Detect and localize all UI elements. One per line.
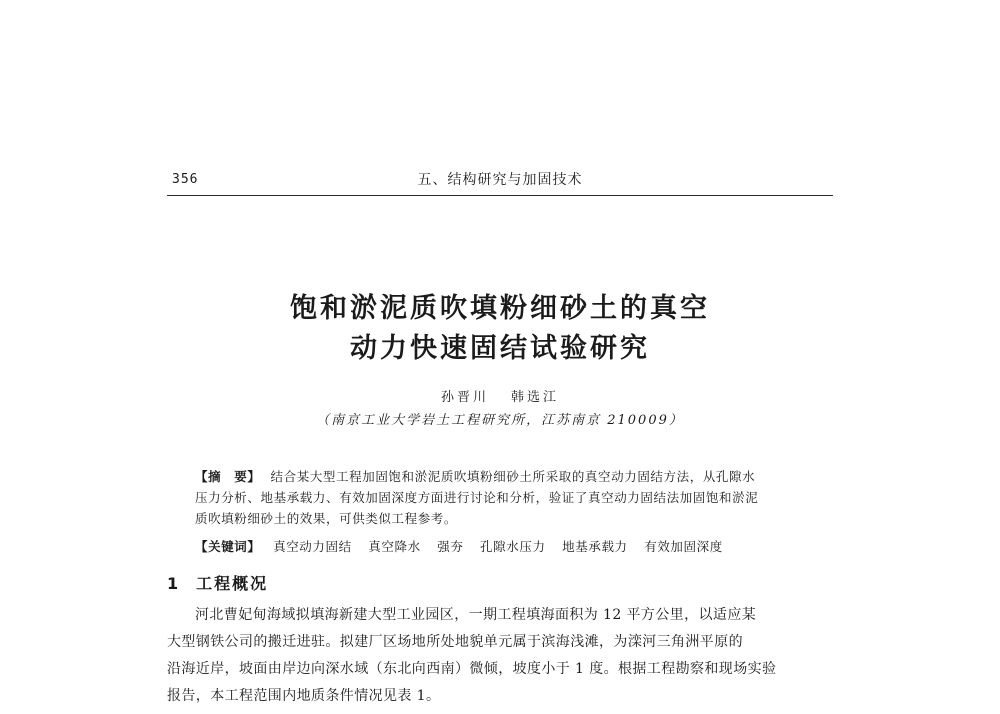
section-heading bbox=[167, 571, 268, 594]
section-body bbox=[167, 602, 833, 710]
author: 韩选江 bbox=[511, 390, 560, 405]
keyword: 有效加固深度 bbox=[644, 539, 723, 554]
body-line: 河北曹妃甸海域拟填海新建大型工业园区，一期工程填海面积为 12 平方公里，以适应某 bbox=[195, 607, 757, 623]
keyword: 地基承载力 bbox=[562, 539, 628, 554]
abstract-text: 结合某大型工程加固饱和淤泥质吹填粉细砂土所采取的真空动力固结方法，从孔隙水 bbox=[270, 469, 756, 484]
body-line: 沿海近岸，坡面由岸边向深水域（东北向西南）微倾，坡度小于 1 度。根据工程勘察和现场实验 bbox=[167, 661, 777, 677]
affiliation: （南京工业大学岩土工程研究所，江苏南京 210009） bbox=[316, 413, 684, 428]
abstract-line-3: 质吹填粉细砂土的效果，可供类似工程参考。 bbox=[195, 511, 458, 526]
section-number: 1 bbox=[167, 574, 181, 593]
abstract-line-2: 压力分析、地基承载力、有效加固深度方面进行讨论和分析，验证了真空动力固结法加固饱和淤泥 bbox=[195, 490, 759, 505]
author-list bbox=[0, 386, 1000, 405]
running-head: 五、结构研究与加固技术 bbox=[417, 172, 583, 188]
keyword: 孔隙水压力 bbox=[480, 539, 546, 554]
paper-title-line-2: 动力快速固结试验研究 bbox=[350, 333, 650, 364]
keyword: 真空降水 bbox=[368, 539, 421, 554]
keyword: 强夯 bbox=[437, 539, 464, 554]
keywords bbox=[195, 537, 805, 555]
paper-title-line-1: 饱和淤泥质吹填粉细砂土的真空 bbox=[290, 293, 710, 324]
abstract bbox=[195, 466, 805, 529]
body-line: 大型钢铁公司的搬迁进驻。拟建厂区场地所处地貌单元属于滨海浅滩，为滦河三角洲平原的 bbox=[167, 634, 743, 650]
section-title: 工程概况 bbox=[196, 574, 269, 593]
author: 孙晋川 bbox=[440, 390, 489, 405]
abstract-label: 【摘 要】 bbox=[195, 469, 261, 484]
keywords-label: 【关键词】 bbox=[195, 539, 261, 554]
body-line: 报告，本工程范围内地质条件情况见表 1。 bbox=[167, 688, 441, 704]
keyword: 真空动力固结 bbox=[273, 539, 352, 554]
abstract-line-1 bbox=[195, 466, 805, 487]
page-number: 356 bbox=[172, 172, 199, 187]
header-rule bbox=[167, 195, 833, 196]
